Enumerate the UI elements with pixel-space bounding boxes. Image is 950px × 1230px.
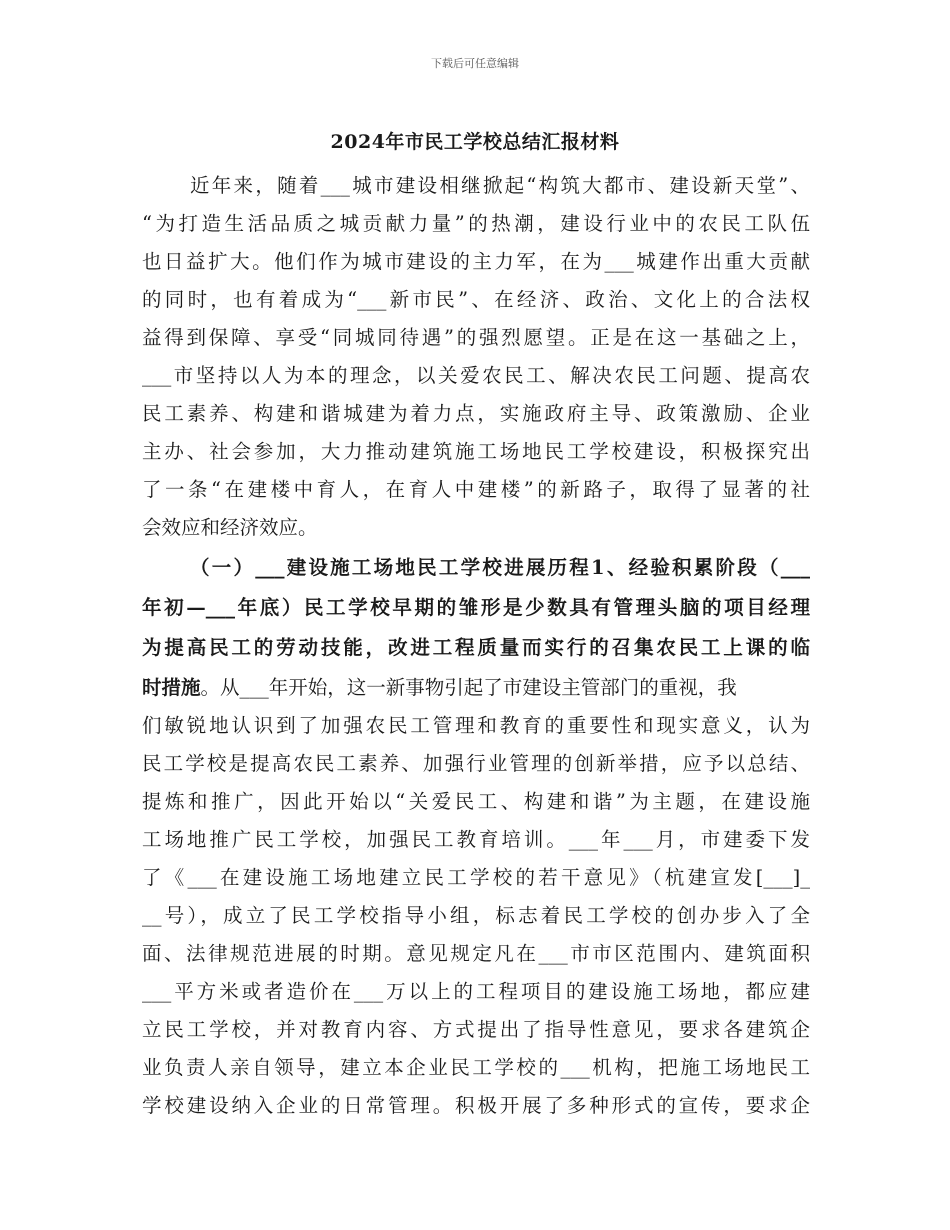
text-line: 立民工学校，并对教育内容、方式提出了指导性意见，要求各建筑企	[142, 1018, 810, 1041]
section-heading-end: 时措施	[142, 676, 201, 699]
text-line: 的同时，也有着成为“___新市民”、在经济、政治、文化上的合法权	[142, 288, 810, 311]
text-line: __号），成立了民工学校指导小组，标志着民工学校的创办步入了全	[142, 904, 810, 927]
text-line: 学校建设纳入企业的日常管理。积极开展了多种形式的宣传，要求企	[142, 1094, 810, 1117]
text-line: 们敏锐地认识到了加强农民工管理和教育的重要性和现实意义，认为	[142, 714, 810, 737]
text-line: 民工素养、构建和谐城建为着力点，实施政府主导、政策激励、企业	[142, 402, 810, 425]
section-heading-line: （一）___建设施工场地民工学校进展历程1、经验积累阶段（___	[190, 556, 810, 579]
text-line: 主办、社会参加，大力推动建筑施工场地民工学校建设，积极探究出	[142, 440, 810, 463]
text-line: 民工学校是提高农民工素养、加强行业管理的创新举措，应予以总结、	[142, 752, 810, 775]
text-line: 了《___在建设施工场地建立民工学校的若干意见》（杭建宣发[___]_	[142, 866, 810, 889]
section-heading-line: 年初—___年底）民工学校早期的雏形是少数具有管理头脑的项目经理	[142, 596, 810, 619]
header-note: 下载后可任意编辑	[431, 57, 519, 70]
text-line: ___平方米或者造价在___万以上的工程项目的建设施工场地，都应建	[142, 980, 810, 1003]
text-line: 也日益扩大。他们作为城市建设的主力军，在为___城建作出重大贡献	[142, 250, 810, 273]
text-line: 会效应和经济效应。	[142, 516, 318, 539]
text-line: 业负责人亲自领导，建立本企业民工学校的___机构，把施工场地民工	[142, 1056, 810, 1079]
text-line: “为打造生活品质之城贡献力量”的热潮，建设行业中的农民工队伍	[142, 212, 810, 235]
text-line: 了一条“在建楼中育人，在育人中建楼”的新路子，取得了显著的社	[142, 478, 810, 501]
text-run: 。从___年开始，这一新事物引起了市建设主管部门的重视，我	[200, 676, 737, 699]
text-line: 近年来，随着___城市建设相继掀起“构筑大都市、建设新天堂”、	[190, 174, 810, 197]
text-line: 工场地推广民工学校，加强民工教育培训。___年___月，市建委下发	[142, 828, 810, 851]
text-line: 面、法律规范进展的时期。意见规定凡在___市市区范围内、建筑面积	[142, 942, 810, 965]
document-title: 2024年市民工学校总结汇报材料	[330, 131, 620, 153]
section-heading-line: 为提高民工的劳动技能，改进工程质量而实行的召集农民工上课的临	[142, 636, 810, 659]
text-line: 益得到保障、享受“同城同待遇”的强烈愿望。正是在这一基础之上，	[142, 326, 810, 349]
mixed-line	[142, 672, 810, 704]
text-line: ___市坚持以人为本的理念，以关爱农民工、解决农民工问题、提高农	[142, 364, 810, 387]
text-line: 提炼和推广，因此开始以“关爱民工、构建和谐”为主题，在建设施	[142, 790, 810, 813]
